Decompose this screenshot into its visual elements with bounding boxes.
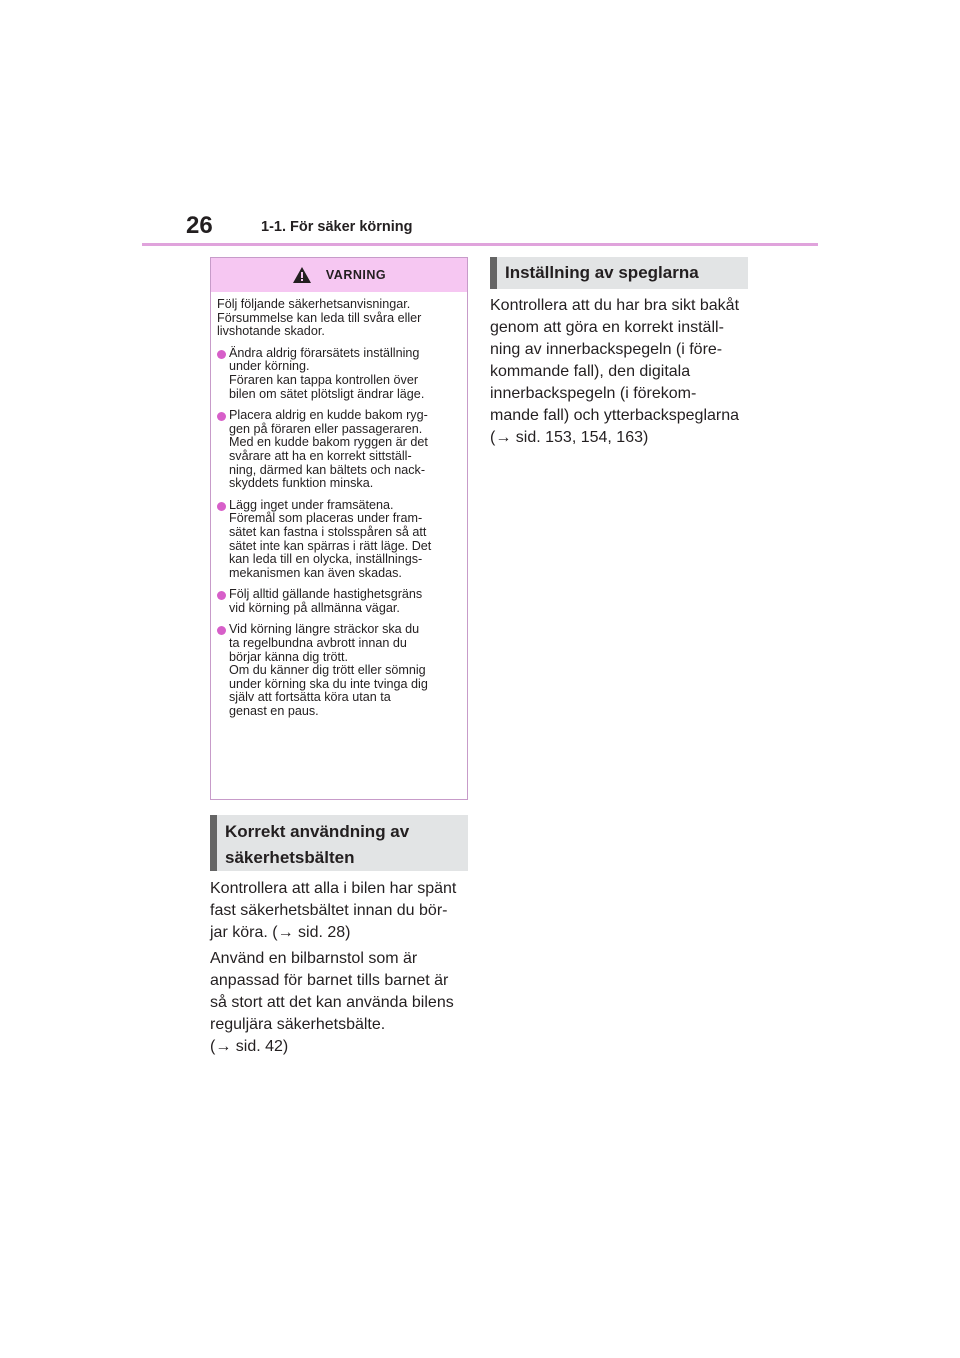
bullet-icon	[217, 348, 229, 401]
mirrors-heading: Inställning av speglarna	[490, 257, 748, 289]
warning-header	[211, 258, 467, 292]
header-rule	[142, 243, 818, 246]
warning-intro: Följ följande säkerhetsanvisningar. Försummelse kan leda till svåra eller livshotande skador.	[217, 297, 422, 339]
warning-title: VARNING	[325, 268, 387, 282]
warning-item	[217, 588, 461, 615]
warning-item	[217, 499, 461, 581]
belts-paragraph-1: Kontrollera att alla i bilen har spänt fast säkerhetsbältet innan du bör- jar köra. (→ sid. 28)	[210, 880, 457, 941]
bullet-icon	[217, 410, 229, 491]
warning-item-text: Följ alltid gällande hastighetsgräns vid körning på allmänna vägar.	[229, 587, 423, 615]
belts-heading: Korrekt användning av säkerhetsbälten	[210, 815, 468, 871]
mirrors-paragraph: Kontrollera att du har bra sikt bakåt genom att göra en korrekt inställ- ning av innerbackspegeln (i före- kommande fall), den digitala innerbackspegeln (i förekom- mande fall) och ytterbackspeglarna (→ sid. 153, 154, 163)	[490, 297, 740, 446]
bullet-icon	[217, 589, 229, 615]
page-number: 26	[186, 212, 213, 239]
bullet-icon	[217, 500, 229, 581]
warning-item-text: Vid körning längre sträckor ska du ta regelbundna avbrott innan du börjar känna dig trött. Om du känner dig trött eller sömnig under körning ska du inte tvinga dig själv att fortsätta köra utan ta genast en paus.	[229, 622, 428, 719]
warning-item-text: Ändra aldrig förarsätets inställning under körning. Föraren kan tappa kontrollen över bilen om sätet plötsligt ändrar läge.	[229, 345, 425, 401]
warning-triangle-icon	[292, 266, 312, 284]
warning-item	[217, 623, 461, 718]
warning-item-text: Placera aldrig en kudde bakom ryg- gen på föraren eller passageraren. Med en kudde bakom ryggen är det svårare att ha en korrekt sittställ- ning, därmed kan bältets och nack- skyddets funktion minska.	[229, 408, 428, 491]
section-title: 1-1. För säker körning	[261, 219, 413, 235]
bullet-icon	[217, 624, 229, 718]
warning-item-text: Lägg inget under framsätena. Föremål som placeras under fram- sätet kan fastna i stolsspåren så att sätet inte kan spärras i rätt läge. Det kan leda till en olycka, inställnings- mekanismen kan även skadas.	[229, 497, 432, 580]
warning-box	[210, 257, 468, 800]
warning-body	[211, 292, 467, 719]
warning-item	[217, 347, 461, 401]
warning-item	[217, 409, 461, 491]
belts-paragraph-2: Använd en bilbarnstol som är anpassad för barnet tills barnet är så stort att det kan använda bilens reguljära säkerhetsbälte. (→ sid. 42)	[210, 950, 454, 1055]
